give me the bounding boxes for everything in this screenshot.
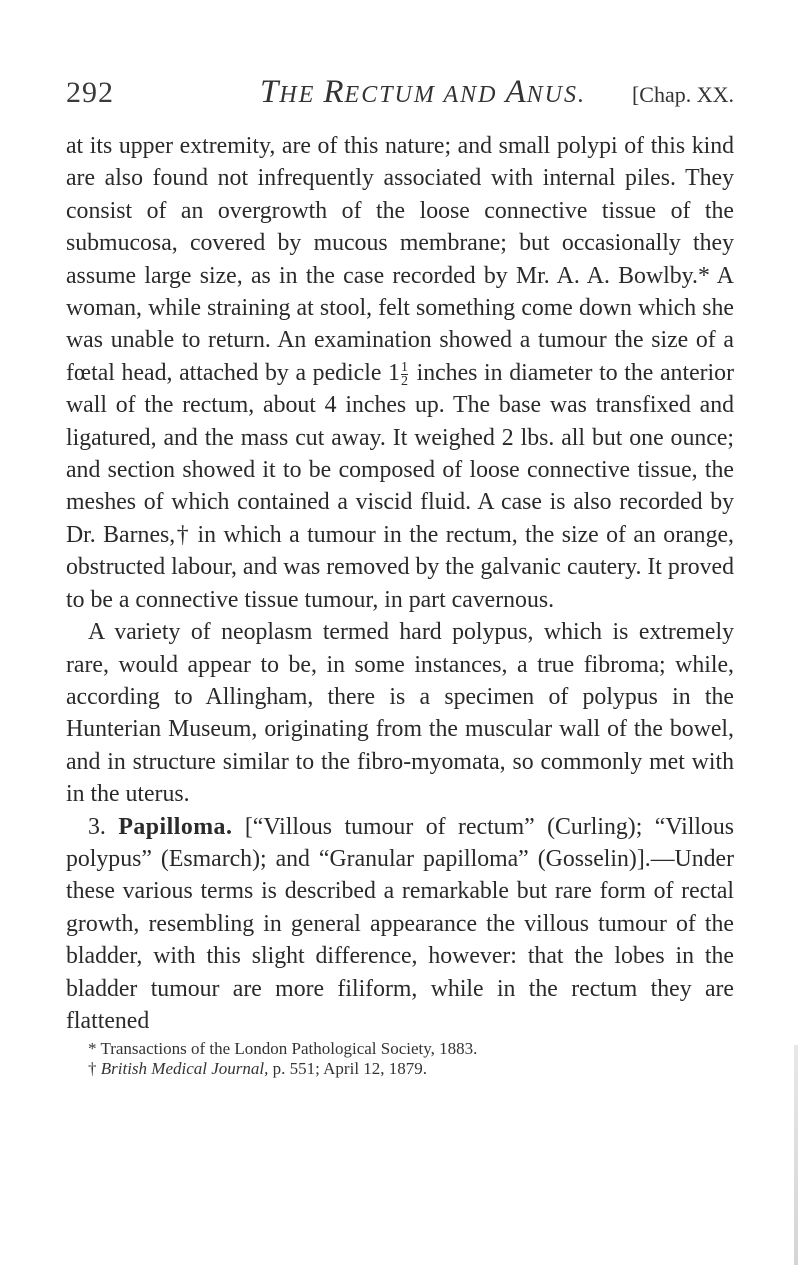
paragraph-hard-polypus: A variety of neoplasm termed hard polypus, which is extremely rare, would appear to be, in some instances, a true fibroma; while, according to Allingham, there is a specimen of polypus in the Hunterian Museum, originating from the muscular wall of the bowel, and in structure similar to the fibro-myomata, so commonly met with in the uterus.: [66, 619, 734, 808]
footnote-2-journal: British Medical Journal,: [100, 1059, 269, 1079]
book-page: [66, 76, 734, 1079]
page-number: 292: [66, 76, 114, 109]
running-title: THE RECTUM AND ANUS.: [260, 74, 586, 110]
paragraph-connective-tissue-polypi: at its upper extremity, are of this nature; and small polypi of this kind are also found not infrequently associated with internal piles. They consist of an overgrowth of the loose connective tissue of the submucosa, covered by mucous membrane; but occasionally they assume large size, as in the case recorded by Mr. A. A. Bowlby.* A woman, while straining at stool, felt something come down which she was unable to return. An examination showed a tumour the size of a fœtal head, attached by a pedicle 1 $\frac{1}{2}$ inches in diameter to the anterior wall of the rectum, about 4 inches up. The base was transfixed and ligatured, and the mass cut away. It weighed 2 lbs. all but one ounce; and section showed it to be composed of loose connective tissue, the meshes of which contained a viscid fluid. A case is also recorded by Dr. Barnes,† in which a tumour in the rectum, the size of an orange, obstructed labour, and was removed by the galvanic cautery. It proved to be a connective tissue tumour, in part cavernous.: [66, 133, 734, 613]
page-header: [66, 76, 734, 116]
page-edge-shadow: [794, 1045, 798, 1265]
footnotes: [66, 1039, 734, 1079]
chapter-reference: [Chap. XX.: [631, 82, 734, 107]
paragraph-papilloma: 3. Papilloma. [“Villous tumour of rectum” (Curling); “Villous polypus” (Esmarch); and “Granular papilloma” (Gosselin)].—Under these various terms is described a remarkable but rare form of rectal growth, resembling in general appearance the villous tumour of the bladder, with this slight difference, however: that the lobes in the bladder tumour are more filiform, while in the rectum they are flattened: [66, 813, 734, 1034]
body-text: [66, 130, 734, 1037]
footnote-2: † British Medical Journal, p. 551; April 12, 1879.: [88, 1059, 428, 1079]
section-heading-papilloma: Papilloma.: [118, 813, 233, 840]
footnote-1: * Transactions of the London Pathological Society, 1883.: [88, 1039, 478, 1059]
fraction-one-half: $\frac{1}{2}$: [400, 359, 408, 389]
